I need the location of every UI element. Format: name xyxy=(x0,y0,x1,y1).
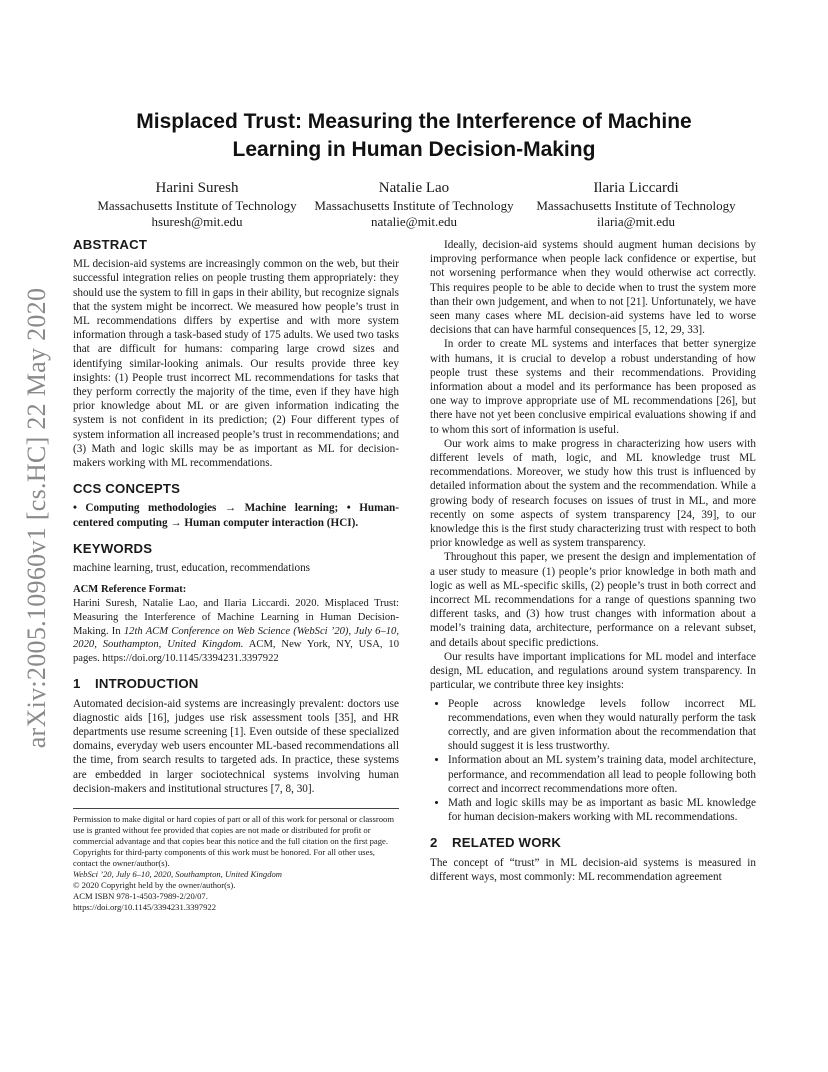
acm-reference-heading: ACM Reference Format: xyxy=(73,584,187,596)
ccs-section xyxy=(73,482,399,530)
copyright-line: © 2020 Copyright held by the owner/author(s). xyxy=(73,880,236,891)
author-affiliation: Massachusetts Institute of Technology xyxy=(97,198,297,213)
author-name: Natalie Lao xyxy=(378,180,450,196)
author-block-2 xyxy=(304,178,524,230)
doi-line: https://doi.org/10.1145/3394231.3397922 xyxy=(73,902,216,913)
acm-reference-tail: ACM, New York, NY, USA, 10 pages. https://doi.org/10.1145/3394231.3397922 xyxy=(73,639,399,664)
paper-title: Misplaced Trust: Measuring the Interference of Machine Learning in Human Decision-Making xyxy=(136,110,692,161)
copyright-footnote xyxy=(73,808,399,913)
ccs-text: • Computing methodologies → Machine learning; • Human-centered computing → Human computer interaction (HCI). xyxy=(73,502,399,529)
body-paragraph: Our work aims to make progress in characterizing how users with different levels of math, logic, and ML knowledge trust ML recommendations. Moreover, we study how this trust is influenced by detailed information about the system and the recommendation. While a growing body of research focuses on issues of trust in ML, and more recently on some aspects of system transparency [24, 39], to our knowledge this is the first study characterizing trust with respect to both prior knowledge as well as system transparency. xyxy=(430,437,756,550)
author-block-3 xyxy=(526,178,746,230)
author-block-1 xyxy=(87,178,307,230)
acm-reference-text xyxy=(73,597,399,665)
author-name: Ilaria Liccardi xyxy=(593,180,679,196)
author-email: ilaria@mit.edu xyxy=(596,214,676,229)
insights-list xyxy=(430,697,756,825)
introduction-heading xyxy=(73,677,399,691)
author-affiliation: Massachusetts Institute of Technology xyxy=(536,198,736,213)
introduction-paragraph: Automated decision-aid systems are increasingly prevalent: doctors use diagnostic aids [16], judges use risk assessment tools [35], and HR departments use resume screening [1]. Even outside of these specialized domains, everyday web users encounter ML-based recommendations all the time, from search results to targeted ads. In practice, these systems are embedded in larger sociotechnical systems involving human decision-makers and institutional structures [7, 8, 30]. xyxy=(73,697,399,795)
related-work-heading xyxy=(430,836,756,850)
abstract-heading: ABSTRACT xyxy=(73,237,148,252)
related-work-paragraph: The concept of “trust” in ML decision-aid systems is measured in different ways, most commonly: ML recommendation agreement xyxy=(430,856,756,883)
venue-line: WebSci ’20, July 6–10, 2020, Southampton, United Kingdom xyxy=(73,869,283,880)
acm-reference-venue: 12th ACM Conference on Web Science (WebSci ’20), July 6–10, 2020, Southampton, United Kingdom. xyxy=(73,625,399,651)
left-column xyxy=(73,238,399,913)
list-item: • Information about an ML system’s training data, model architecture, performance, and recommendation all lead to people following both correct and incorrect recommendations more often. xyxy=(448,753,756,796)
body-paragraph: Ideally, decision-aid systems should augment human decisions by improving performance when people lack confidence or expertise, but not worsening performance when they would otherwise act correctly. This requires people to be able to decide when to trust the system more than their own judgement, and when to not [21]. Unfortunately, we have seen many cases where ML decision-aid systems have led to worse decisions that can have harmful consequences [5, 12, 29, 33]. xyxy=(430,239,756,337)
author-email: natalie@mit.edu xyxy=(371,214,457,229)
list-item: • People across knowledge levels follow incorrect ML recommendations, even when they would naturally perform the task correctly, and are given information about the recommendation that should suggest it is less trustworthy. xyxy=(448,697,756,754)
isbn-line: ACM ISBN 978-1-4503-7989-2/20/07. xyxy=(73,891,208,902)
section-title: RELATED WORK xyxy=(452,835,562,851)
body-paragraph: Throughout this paper, we present the design and implementation of a user study to measure (1) people’s prior knowledge in both math and logic as well as ML-specific skills, (2) people’s trust in both correct and incorrect ML recommendations for a range of questions spanning two different tasks, and (3) how trust changes with information about a model’s training data, architecture, performance on a relevant subset, and details about specific predictions. xyxy=(430,551,756,649)
ccs-heading: CCS CONCEPTS xyxy=(73,481,181,497)
arxiv-identifier: arXiv:2005.10960v1 [cs.HC] 22 May 2020 xyxy=(22,287,51,749)
body-paragraph: Our results have important implications for ML model and interface design, ML education, and regulations around system transparency. In particular, we contribute three key insights: xyxy=(430,650,756,692)
author-email: hsuresh@mit.edu xyxy=(151,214,243,229)
acm-reference-plain: Harini Suresh, Natalie Lao, and Ilaria Liccardi. 2020. Misplaced Trust: Measuring the Interference of Machine Learning in Human Decision-Making. In xyxy=(73,598,399,637)
introduction-section xyxy=(73,677,399,796)
section-number: 2 xyxy=(430,835,438,851)
keywords-heading: KEYWORDS xyxy=(73,540,153,556)
arxiv-sidebar xyxy=(22,278,52,758)
keywords-section xyxy=(73,542,399,666)
abstract-text: ML decision-aid systems are increasingly common on the web, but their successful integration relies on people trusting them appropriately: they should use the system to fill in gaps in their ability, but recognize signals that the system might be incorrect. We measured how people’s trust in ML recommendations differs by expertise and with more system information through a task-based study of 175 adults. We used two tasks that are difficult for humans: comparing large crowd sizes and identifying similar-looking animals. Our results provide three key insights: (1) People trust incorrect ML recommendations for tasks that they perform correctly the majority of the time, even if they have high prior knowledge about ML or are given information indicating the system is not confident in its prediction; (2) Four different types of system information all increased people’s trust in recommendations; and (3) Math and logic skills may be as important as ML for decision-makers working with ML recommendations. xyxy=(73,258,399,470)
list-item: • Math and logic skills may be as important as basic ML knowledge for human decision-makers working with ML recommendations. xyxy=(448,796,756,824)
right-column xyxy=(430,238,756,884)
keywords-text: machine learning, trust, education, recommendations xyxy=(73,562,311,575)
section-title: INTRODUCTION xyxy=(95,676,199,692)
related-work-section xyxy=(430,836,756,884)
section-number: 1 xyxy=(73,676,81,692)
permission-notice: Permission to make digital or hard copies of part or all of this work for personal or classroom use is granted without fee provided that copies are not made or distributed for profit or commercial advantage and that copies bear this notice and the full citation on the first page. Copyrights for third-party components of this work must be honored. For all other uses, contact the owner/author(s). xyxy=(73,814,394,869)
author-affiliation: Massachusetts Institute of Technology xyxy=(314,198,514,213)
body-paragraph: In order to create ML systems and interfaces that better synergize with humans, it is crucial to develop a robust understanding of how people trust these systems and their recommendations. Providing information about a model and its performance has been proposed as one way to improve appropriate use of ML recommendations [26], but there have not yet been conclusive empirical evaluations showing if and to whom this sort of information is useful. xyxy=(430,338,756,436)
author-name: Harini Suresh xyxy=(155,180,239,196)
